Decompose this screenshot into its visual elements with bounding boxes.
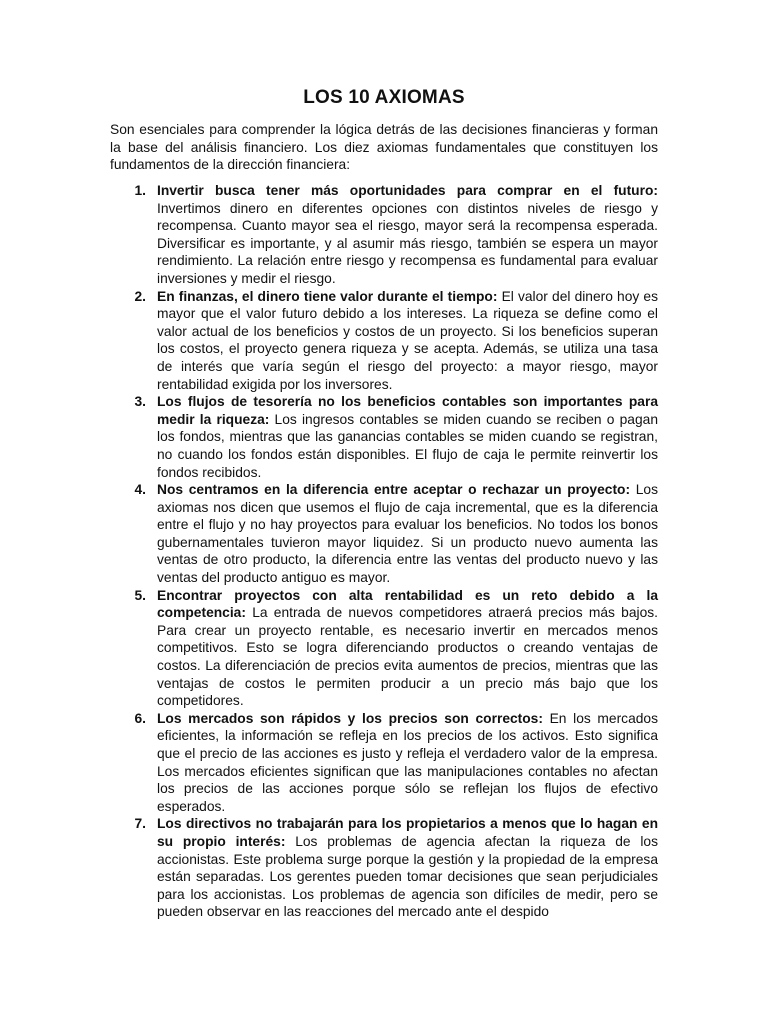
axiom-heading: En finanzas, el dinero tiene valor durante el tiempo: [157,288,502,304]
axiom-body: El valor del dinero hoy es mayor que el valor futuro debido a los intereses. La riqueza se define como el valor actual de los beneficios y costos de un proyecto. Si los beneficios superan los costos, el proyecto genera riqueza y se acepta. Además, se utiliza una tasa de interés que varía según el riesgo del proyecto: a mayor riesgo, mayor rentabilidad exigida por los inversores. [157,288,658,392]
axiom-number: 6. [134,710,146,726]
axiom-heading: Los directivos no trabajarán para los propietarios a menos que lo hagan en su propio interés: [157,816,658,849]
page-title: LOS 10 AXIOMAS [303,87,465,108]
axiom-number: 2. [134,288,146,304]
axiom-number: 1. [134,183,146,198]
axiom-body: En los mercados eficientes, la información se refleja en los precios de los activos. Esto significa que el precio de las acciones es justo y refleja el verdadero valor de la empresa. Los mercados eficientes significan que las manipulaciones contables no afectan los precios de las acciones porque sólo se reflejan los flujos de efectivo esperados. [157,710,658,814]
axiom-heading: Nos centramos en la diferencia entre aceptar o rechazar un proyecto: [157,482,636,498]
axiom-heading: Los mercados son rápidos y los precios son correctos: [157,710,550,726]
axiom-item-7 [110,815,658,921]
axiom-heading: Los flujos de tesorería no los beneficios contables son importantes para medir la riqueza: [157,394,658,427]
axiom-number: 4. [134,482,146,498]
axiom-number: 7. [134,816,146,832]
axiom-item-2 [110,288,658,394]
axiom-body: Los ingresos contables se miden cuando se reciben o pagan los fondos, mientras que las ganancias contables se miden cuando se registran, no cuando los fondos están disponibles. El flujo de caja le permite reinvertir los fondos recibidos. [157,411,658,480]
intro-paragraph: Son esenciales para comprender la lógica detrás de las decisiones financieras y forman la base del análisis financiero. Los diez axiomas fundamentales que constituyen los fundamentos de la dirección financiera: [110,122,658,173]
axiom-list [110,182,658,921]
axiom-body: Los problemas de agencia afectan la riqueza de los accionistas. Este problema surge porque la gestión y la propiedad de la empresa están separadas. Los gerentes pueden tomar decisiones que sean perjudiciales para los accionistas. Los problemas de agencia son difíciles de medir, pero se pueden observar en las reacciones del mercado ante el despido [157,833,659,920]
axiom-body: La entrada de nuevos competidores atraerá precios más bajos. Para crear un proyecto rentable, es necesario invertir en mercados menos competitivos. Esto se logra diferenciando productos o creando ventajas de costos. La diferenciación de precios evita aumentos de precios, mientras que las ventajas de costos le permiten producir a un precio más bajo que los competidores. [157,605,658,709]
axiom-number: 5. [134,587,146,603]
axiom-body: Los axiomas nos dicen que usemos el flujo de caja incremental, que es la diferencia entre el flujo y no hay proyectos para evaluar los beneficios. No todos los bonos gubernamentales tuvieron mayor liquidez. Si un producto nuevo aumenta las ventas de otro producto, la diferencia entre las ventas del producto nuevo y las ventas del producto antiguo es mayor. [157,482,658,586]
axiom-heading: Encontrar proyectos con alta rentabilidad es un reto debido a la competencia: [157,587,658,621]
axiom-item-4 [110,481,658,587]
axiom-item-5 [110,587,658,710]
axiom-item-6 [110,710,658,816]
axiom-heading: Invertir busca tener más oportunidades para comprar en el futuro: [157,183,658,198]
axiom-number: 3. [134,394,146,410]
axiom-item-1 [110,182,658,288]
axiom-body: Invertimos dinero en diferentes opciones con distintos niveles de riesgo y recompensa. Cuanto mayor sea el riesgo, mayor será la recompensa esperada. Diversificar es importante, y al asumir más riesgo, también se espera un mayor rendimiento. La relación entre riesgo y recompensa es fundamental para evaluar inversiones y medir el riesgo. [157,200,658,286]
axiom-item-3 [110,393,658,481]
